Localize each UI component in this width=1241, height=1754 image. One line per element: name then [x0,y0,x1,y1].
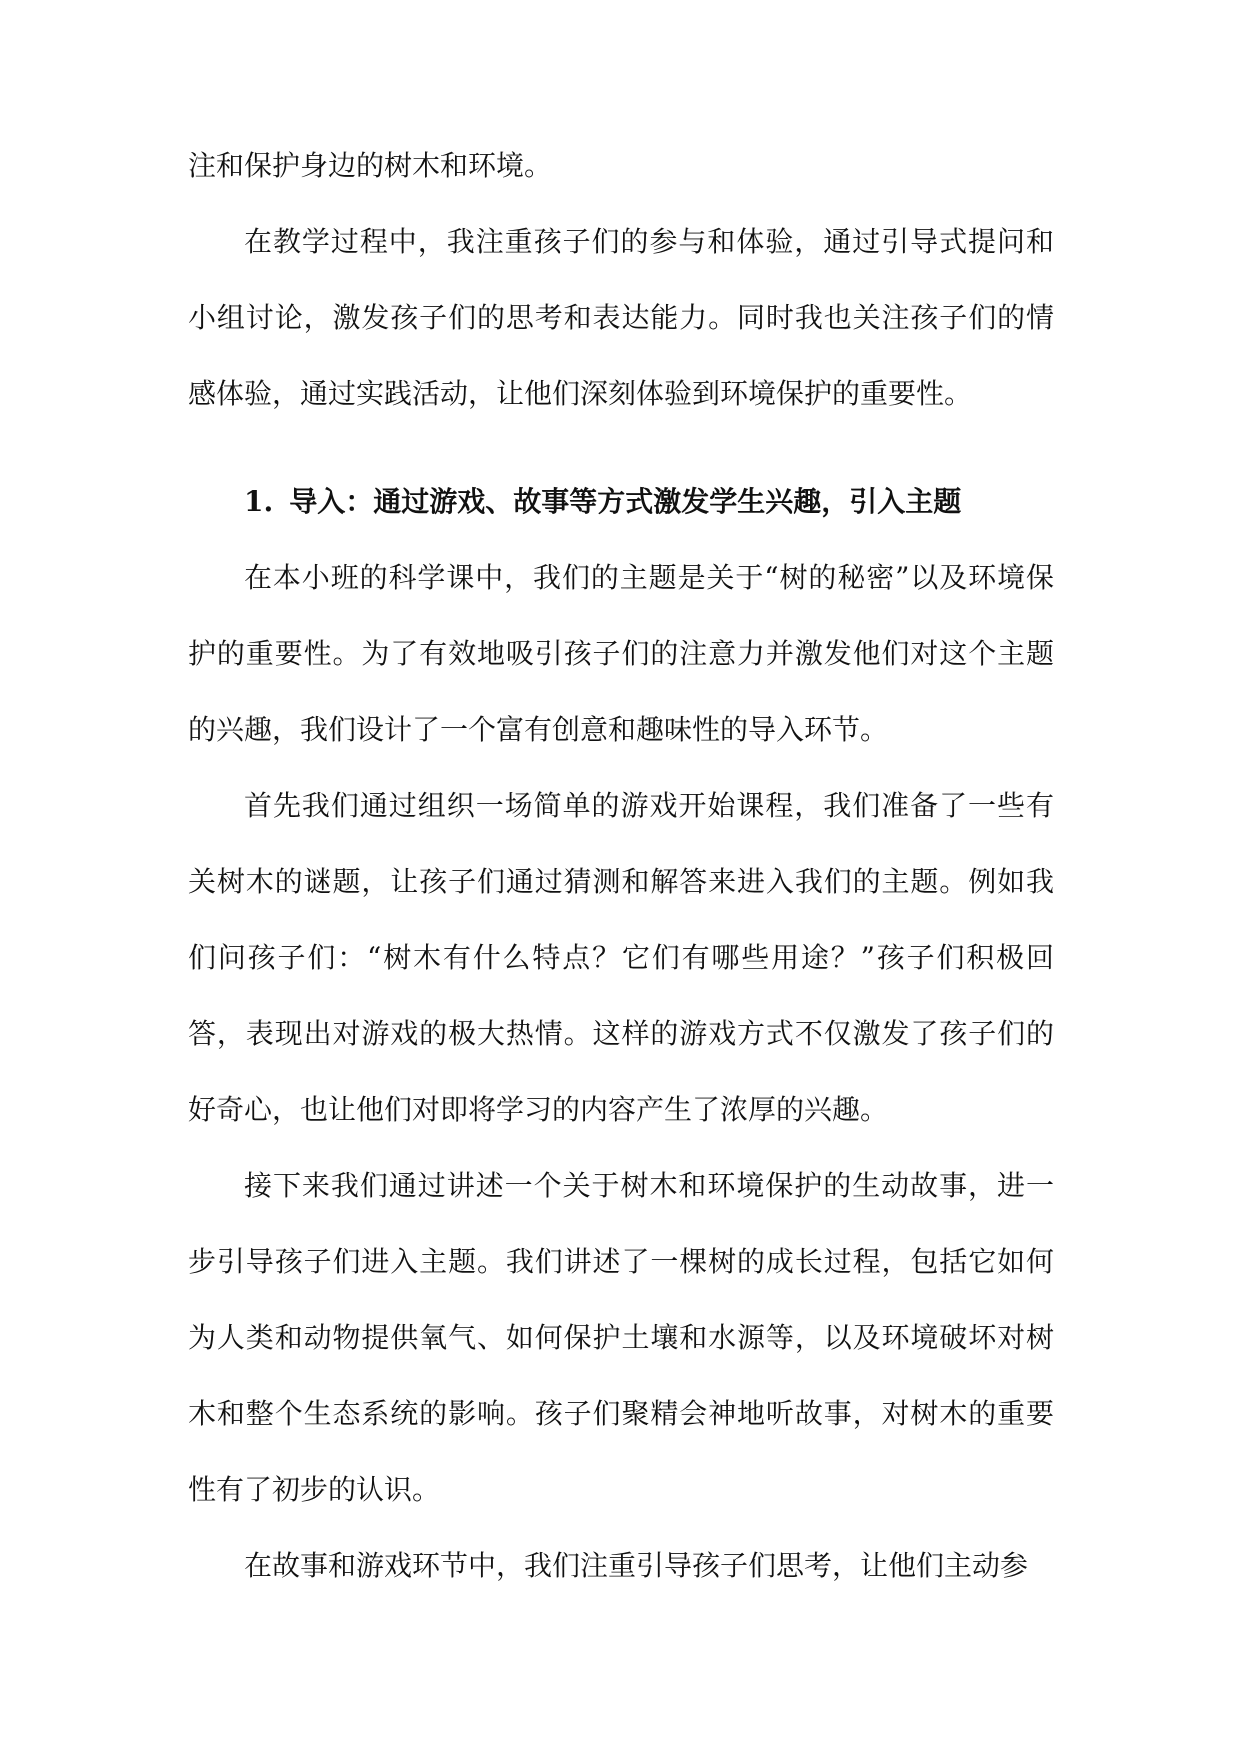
paragraph-continuation: 注和保护身边的树木和环境。 [188,149,553,182]
section-heading [188,464,1054,540]
section-title: 导入：通过游戏、故事等方式激发学生兴趣，引入主题 [289,485,962,518]
document-page [188,128,1054,1604]
section-number: 1. [244,485,274,518]
paragraph-guidance: 在故事和游戏环节中，我们注重引导孩子们思考，让他们主动参 [244,1549,1029,1582]
paragraph-teaching-process: 在教学过程中，我注重孩子们的参与和体验，通过引导式提问和小组讨论，激发孩子们的思考和表达能力。同时我也关注孩子们的情感体验，通过实践活动，让他们深刻体验到环境保护的重要性。 [188,225,1054,410]
paragraph-game: 首先我们通过组织一场简单的游戏开始课程，我们准备了一些有关树木的谜题，让孩子们通过猜测和解答来进入我们的主题。例如我们问孩子们：“树木有什么特点？它们有哪些用途？”孩子们积极回答，表现出对游戏的极大热情。这样的游戏方式不仅激发了孩子们的好奇心，也让他们对即将学习的内容产生了浓厚的兴趣。 [188,789,1054,1126]
paragraph-theme-intro: 在本小班的科学课中，我们的主题是关于“树的秘密”以及环境保护的重要性。为了有效地吸引孩子们的注意力并激发他们对这个主题的兴趣，我们设计了一个富有创意和趣味性的导入环节。 [188,561,1054,746]
paragraph-story: 接下来我们通过讲述一个关于树木和环境保护的生动故事，进一步引导孩子们进入主题。我们讲述了一棵树的成长过程，包括它如何为人类和动物提供氧气、如何保护土壤和水源等，以及环境破坏对树木和整个生态系统的影响。孩子们聚精会神地听故事，对树木的重要性有了初步的认识。 [188,1169,1054,1506]
